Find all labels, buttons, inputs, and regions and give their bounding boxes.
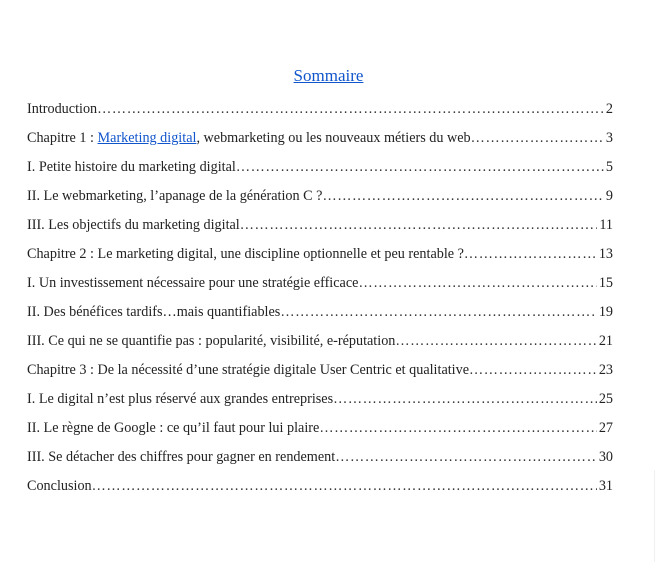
entry-prefix: Chapitre 1 : — [27, 130, 98, 146]
entry-label: Chapitre 2 : Le marketing digital, une discipline optionnelle et peu rentable ? — [27, 246, 464, 262]
page-number: 11 — [599, 217, 613, 233]
dot-leader — [469, 361, 597, 380]
page-number: 31 — [598, 478, 613, 494]
entry-label: Conclusion — [27, 478, 92, 494]
dot-leader — [335, 448, 597, 467]
toc-entry-conclusion — [27, 477, 613, 506]
dot-leader — [464, 245, 597, 264]
entry-label: II. Le webmarketing, l’apanage de la génération C ? — [27, 188, 323, 204]
entry-label: Chapitre 3 : De la nécessité d’une stratégie digitale User Centric et qualitative — [27, 362, 470, 378]
dot-leader — [236, 158, 604, 177]
page-number: 27 — [598, 420, 613, 436]
page-number: 5 — [605, 159, 613, 175]
dot-leader — [92, 477, 597, 496]
toc-entry-chapitre-2 — [27, 245, 613, 274]
page-edge-divider — [654, 470, 655, 562]
dot-leader — [319, 419, 597, 438]
toc-entry — [27, 158, 613, 187]
entry-label: II. Des bénéfices tardifs…mais quantifiables — [27, 304, 281, 320]
toc-entry — [27, 419, 613, 448]
page-number: 30 — [598, 449, 613, 465]
entry-label: I. Le digital n’est plus réservé aux grandes entreprises — [27, 391, 334, 407]
toc-title[interactable]: Sommaire — [293, 66, 364, 85]
entry-label: Introduction — [27, 101, 98, 117]
dot-leader — [395, 332, 596, 351]
page-number: 13 — [598, 246, 613, 262]
dot-leader — [333, 390, 597, 409]
toc-entry — [27, 390, 613, 419]
entry-label: I. Un investissement nécessaire pour une stratégie efficace — [27, 275, 359, 291]
toc-entry-introduction — [27, 100, 613, 129]
toc-entry-chapitre-3 — [27, 361, 613, 390]
dot-leader — [97, 100, 604, 119]
page-number: 2 — [605, 101, 613, 117]
dot-leader — [280, 303, 596, 322]
toc-entry — [27, 303, 613, 332]
page-number: 19 — [598, 304, 613, 320]
page-number: 25 — [598, 391, 613, 407]
page-number: 3 — [605, 130, 613, 146]
dot-leader — [240, 216, 598, 235]
entry-label: III. Les objectifs du marketing digital — [27, 217, 240, 233]
dot-leader — [322, 187, 603, 206]
marketing-digital-link[interactable]: Marketing digital — [97, 130, 197, 146]
entry-label: III. Se détacher des chiffres pour gagner en rendement — [27, 449, 336, 465]
page-number: 15 — [598, 275, 613, 291]
entry-label: II. Le règne de Google : ce qu’il faut pour lui plaire — [27, 420, 320, 436]
page-number: 21 — [598, 333, 613, 349]
toc-entry — [27, 216, 613, 245]
toc-entry-chapitre-1 — [27, 129, 613, 158]
toc-entry — [27, 274, 613, 303]
table-of-contents — [27, 100, 613, 506]
page-number: 23 — [598, 362, 613, 378]
toc-entry — [27, 332, 613, 361]
entry-label — [27, 129, 471, 148]
page-number: 9 — [605, 188, 613, 204]
dot-leader — [358, 274, 596, 293]
dot-leader — [471, 129, 604, 148]
toc-entry — [27, 448, 613, 477]
entry-suffix: , webmarketing ou les nouveaux métiers du web — [196, 130, 471, 146]
entry-label: III. Ce qui ne se quantifie pas : popularité, visibilité, e-réputation — [27, 333, 396, 349]
toc-entry — [27, 187, 613, 216]
entry-label: I. Petite histoire du marketing digital — [27, 159, 236, 175]
